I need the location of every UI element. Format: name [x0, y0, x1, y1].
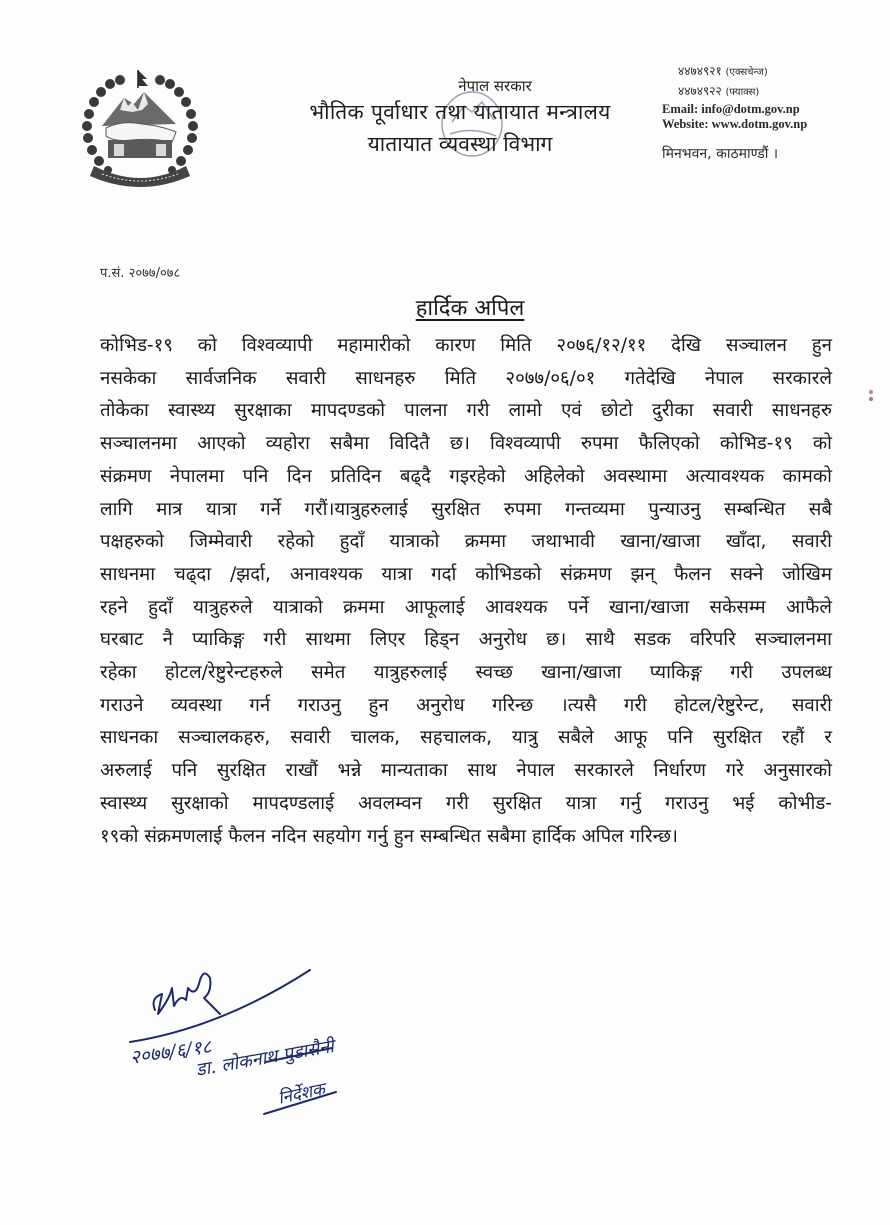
body-line: रहेका होटल/रेष्टुरेन्टहरुले समेत यात्रुहरुलाई स्वच्छ खाना/खाजा प्याकिङ्ग गरी उपलब्ध [100, 662, 832, 684]
emblem-icon [72, 66, 212, 198]
contact-block [662, 62, 882, 163]
body-line: घरबाट नै प्याकिङ्ग गरी साथमा लिएर हिड्न अनुरोध छ। साथै सडक वरिपरि सञ्चालनमा [100, 629, 832, 651]
signatory-designation: निर्देशक [276, 1079, 327, 1109]
office-address: मिनभवन, काठमाण्डौं । [662, 146, 779, 162]
handwritten-signature [100, 958, 400, 1118]
reference-number: प.सं. २०७७/०७८ [100, 266, 181, 281]
body-line: नसकेका सार्वजनिक सवारी साधनहरु मिति २०७७/०६/०१ गतेदेखि नेपाल सरकारले [100, 367, 832, 389]
ministry-name: भौतिक पूर्वाधार तथा यातायात मन्त्रालय [309, 100, 611, 124]
body-line: कोभिड-१९ को विश्वव्यापी महामारीको कारण मिति २०७६/१२/११ देखि सञ्चालन हुन [100, 335, 832, 356]
appeal-body [100, 330, 832, 853]
body-line: स्वास्थ्य सुरक्षाको मापदण्डलाई अवलम्वन गरी सुरक्षित यात्रा गर्नु गराउनु भई कोभीड- [100, 792, 832, 814]
letterhead [300, 76, 620, 158]
signatory-name: डा. लोकनाथ पुडासैनी [194, 1035, 336, 1081]
signature-icon [100, 958, 400, 1118]
body-line: लागि मात्र यात्रा गर्ने गरौं।यात्रुहरुलाई सुरक्षित रुपमा गन्तव्यमा पुन्याउनु सम्बन्धित सबै [100, 498, 832, 520]
department-name: यातायात व्यवस्था विभाग [367, 132, 553, 156]
fax-number: ४४७४९२२ [678, 84, 722, 98]
body-line: साधनमा चढ्दा /झर्दा, अनावश्यक यात्रा गर्दा कोभिडको संक्रमण झन् फैलन सक्ने जोखिम [100, 563, 832, 585]
body-line: साधनका सञ्चालकहरु, सवारी चालक, सहचालक, यात्रु सबैले आफू पनि सुरक्षित रहौं र [100, 727, 832, 749]
signature-date: २०७७/६/१८ [128, 1035, 213, 1069]
document-title-text: हार्दिक अपिल [415, 296, 525, 321]
nepal-government-emblem [72, 66, 212, 198]
body-line: गराउने व्यवस्था गर्न गराउनु हुन अनुरोध गरिन्छ ।त्यसै गरी होटल/रेष्टुरेन्ट, सवारी [100, 694, 832, 716]
body-line: सञ्चालनमा आएको व्यहोरा सबैमा विदितै छ। विश्वव्यापी रुपमा फैलिएको कोभिड-१९ को [100, 433, 832, 455]
phone-exchange-number: ४४७४९२१ [678, 64, 722, 78]
email-text: Email: info@dotm.gov.np [662, 102, 800, 116]
body-line: संक्रमण नेपालमा पनि दिन प्रतिदिन बढ्दै गइरहेको अहिलेको अवस्थामा अत्यावश्यक कामको [100, 465, 832, 487]
document-title [0, 292, 890, 322]
scan-artifact [868, 388, 874, 404]
phone-exchange-label: (एक्सचेन्ज) [725, 67, 768, 78]
phone-exchange [678, 62, 882, 82]
body-line: पक्षहरुको जिम्मेवारी रहेको हुदाँ यात्राको क्रममा जथाभावी खाना/खाजा खाँदा, सवारी [100, 531, 832, 553]
website-text: Website: www.dotm.gov.np [662, 117, 808, 131]
body-line: तोकेका स्वास्थ्य सुरक्षाका मापदण्डको पालना गरी लामो एवं छोटो दुरीका सवारी साधनहरु [100, 400, 832, 422]
body-line: अरुलाई पनि सुरक्षित राखौं भन्ने मान्यताका साथ नेपाल सरकारले निर्धारण गरे अनुसारको [100, 760, 832, 782]
body-line: १९को संक्रमणलाई फैलन नदिन सहयोग गर्नु हुन सम्बन्धित सबैमा हार्दिक अपिल गरिन्छ। [100, 825, 678, 847]
government-name: नेपाल सरकार [458, 77, 532, 95]
phone-fax [678, 82, 882, 102]
body-line: रहने हुदाँ यात्रुहरुले यात्राको क्रममा आफूलाई आवश्यक पर्ने खाना/खाजा सकेसम्म आफैले [100, 596, 832, 618]
punch-mark-icon [868, 388, 874, 404]
fax-label: (फ्याक्स) [725, 87, 760, 98]
